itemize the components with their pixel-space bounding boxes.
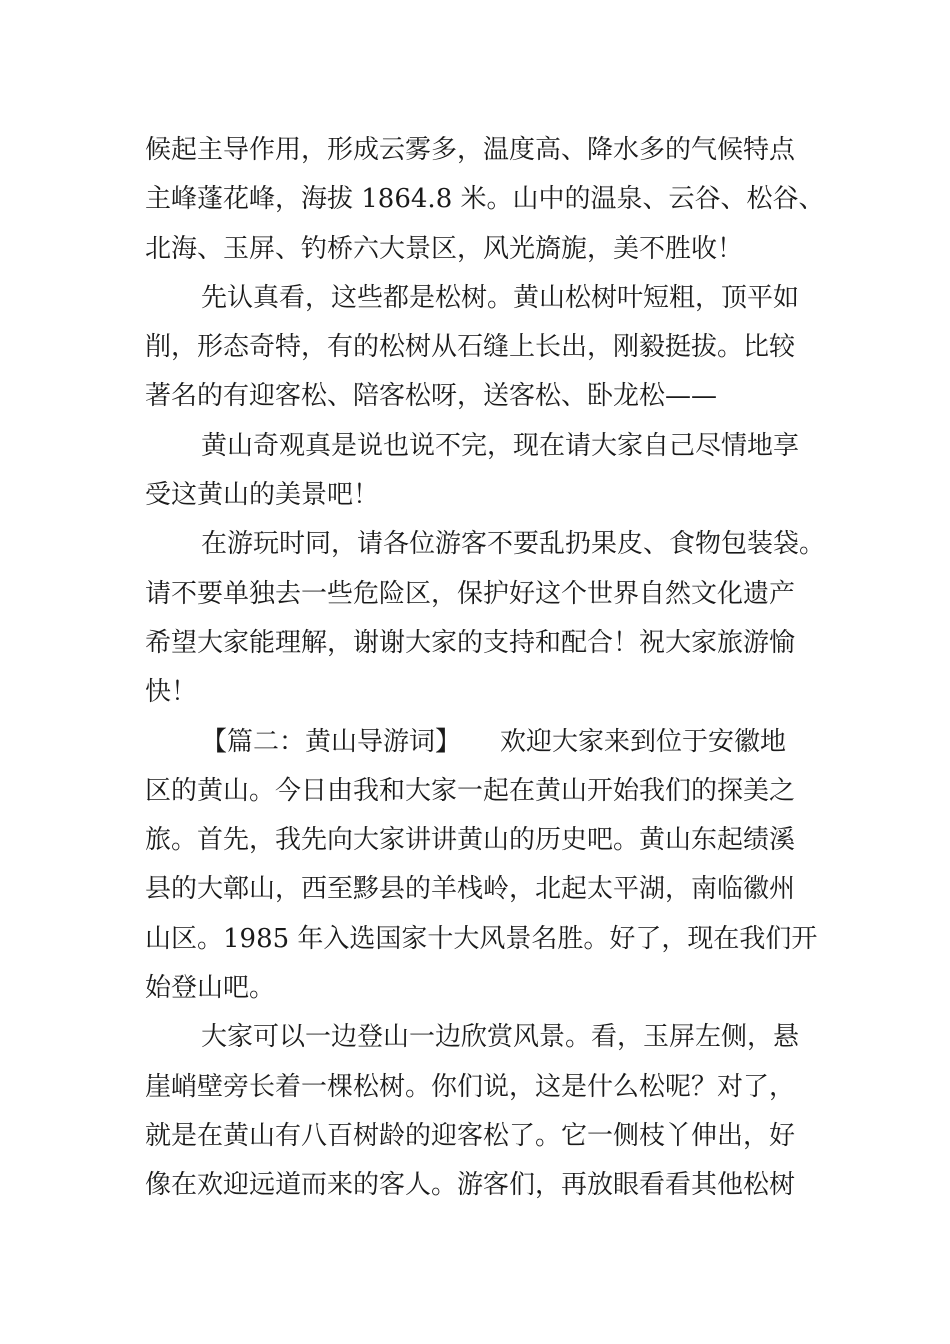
- section-heading-line: 【篇二：黄山导游词】 欢迎大家来到位于安徽地: [201, 726, 787, 757]
- text-line: 快！: [145, 677, 198, 708]
- text-line: 候起主导作用，形成云雾多，温度高、降水多的气候特点: [145, 135, 796, 165]
- text-line: 北海、玉屏、钓桥六大景区，风光旖旎，美不胜收！: [145, 233, 744, 264]
- text-line: 削，形态奇特，有的松树从石缝上长出，刚毅挺拔。比较: [145, 332, 796, 363]
- paragraph-start-line: 在游玩时同，请各位游客不要乱扔果皮、食物包装袋。: [201, 529, 826, 560]
- paragraph-start-line: 黄山奇观真是说也说不完，现在请大家自己尽情地享: [201, 430, 800, 461]
- text-line: 山区。1985 年入选国家十大风景名胜。好了，现在我们开: [145, 923, 818, 954]
- text-line: 县的大鄣山，西至黟县的羊栈岭，北起太平湖，南临徽州: [145, 874, 796, 905]
- text-line: 崖峭壁旁长着一棵松树。你们说，这是什么松呢？对了，: [145, 1071, 796, 1102]
- text-line: 旅。首先，我先向大家讲讲黄山的历史吧。黄山东起绩溪: [145, 825, 796, 856]
- text-line: 著名的有迎客松、陪客松呀，送客松、卧龙松——: [145, 381, 718, 412]
- text-line: 主峰蓬花峰，海拔 1864.8 米。山中的温泉、云谷、松谷、: [145, 184, 825, 215]
- text-line: 区的黄山。今日由我和大家一起在黄山开始我们的探美之: [145, 775, 796, 806]
- text-line: 像在欢迎远道而来的客人。游客们，再放眼看看其他松树: [145, 1170, 796, 1201]
- text-line: 始登山吧。: [145, 973, 276, 1004]
- text-line: 希望大家能理解，谢谢大家的支持和配合！祝大家旅游愉: [145, 627, 796, 658]
- text-line: 受这黄山的美景吧！: [145, 480, 380, 511]
- paragraph-start-line: 先认真看，这些都是松树。黄山松树叶短粗，顶平如: [201, 282, 800, 313]
- text-line: 请不要单独去一些危险区，保护好这个世界自然文化遗产: [145, 578, 796, 609]
- document-body: [145, 130, 825, 1215]
- text-line: 就是在黄山有八百树龄的迎客松了。它一侧枝丫伸出，好: [145, 1120, 796, 1151]
- paragraph-start-line: 大家可以一边登山一边欣赏风景。看，玉屏左侧，悬: [201, 1022, 800, 1053]
